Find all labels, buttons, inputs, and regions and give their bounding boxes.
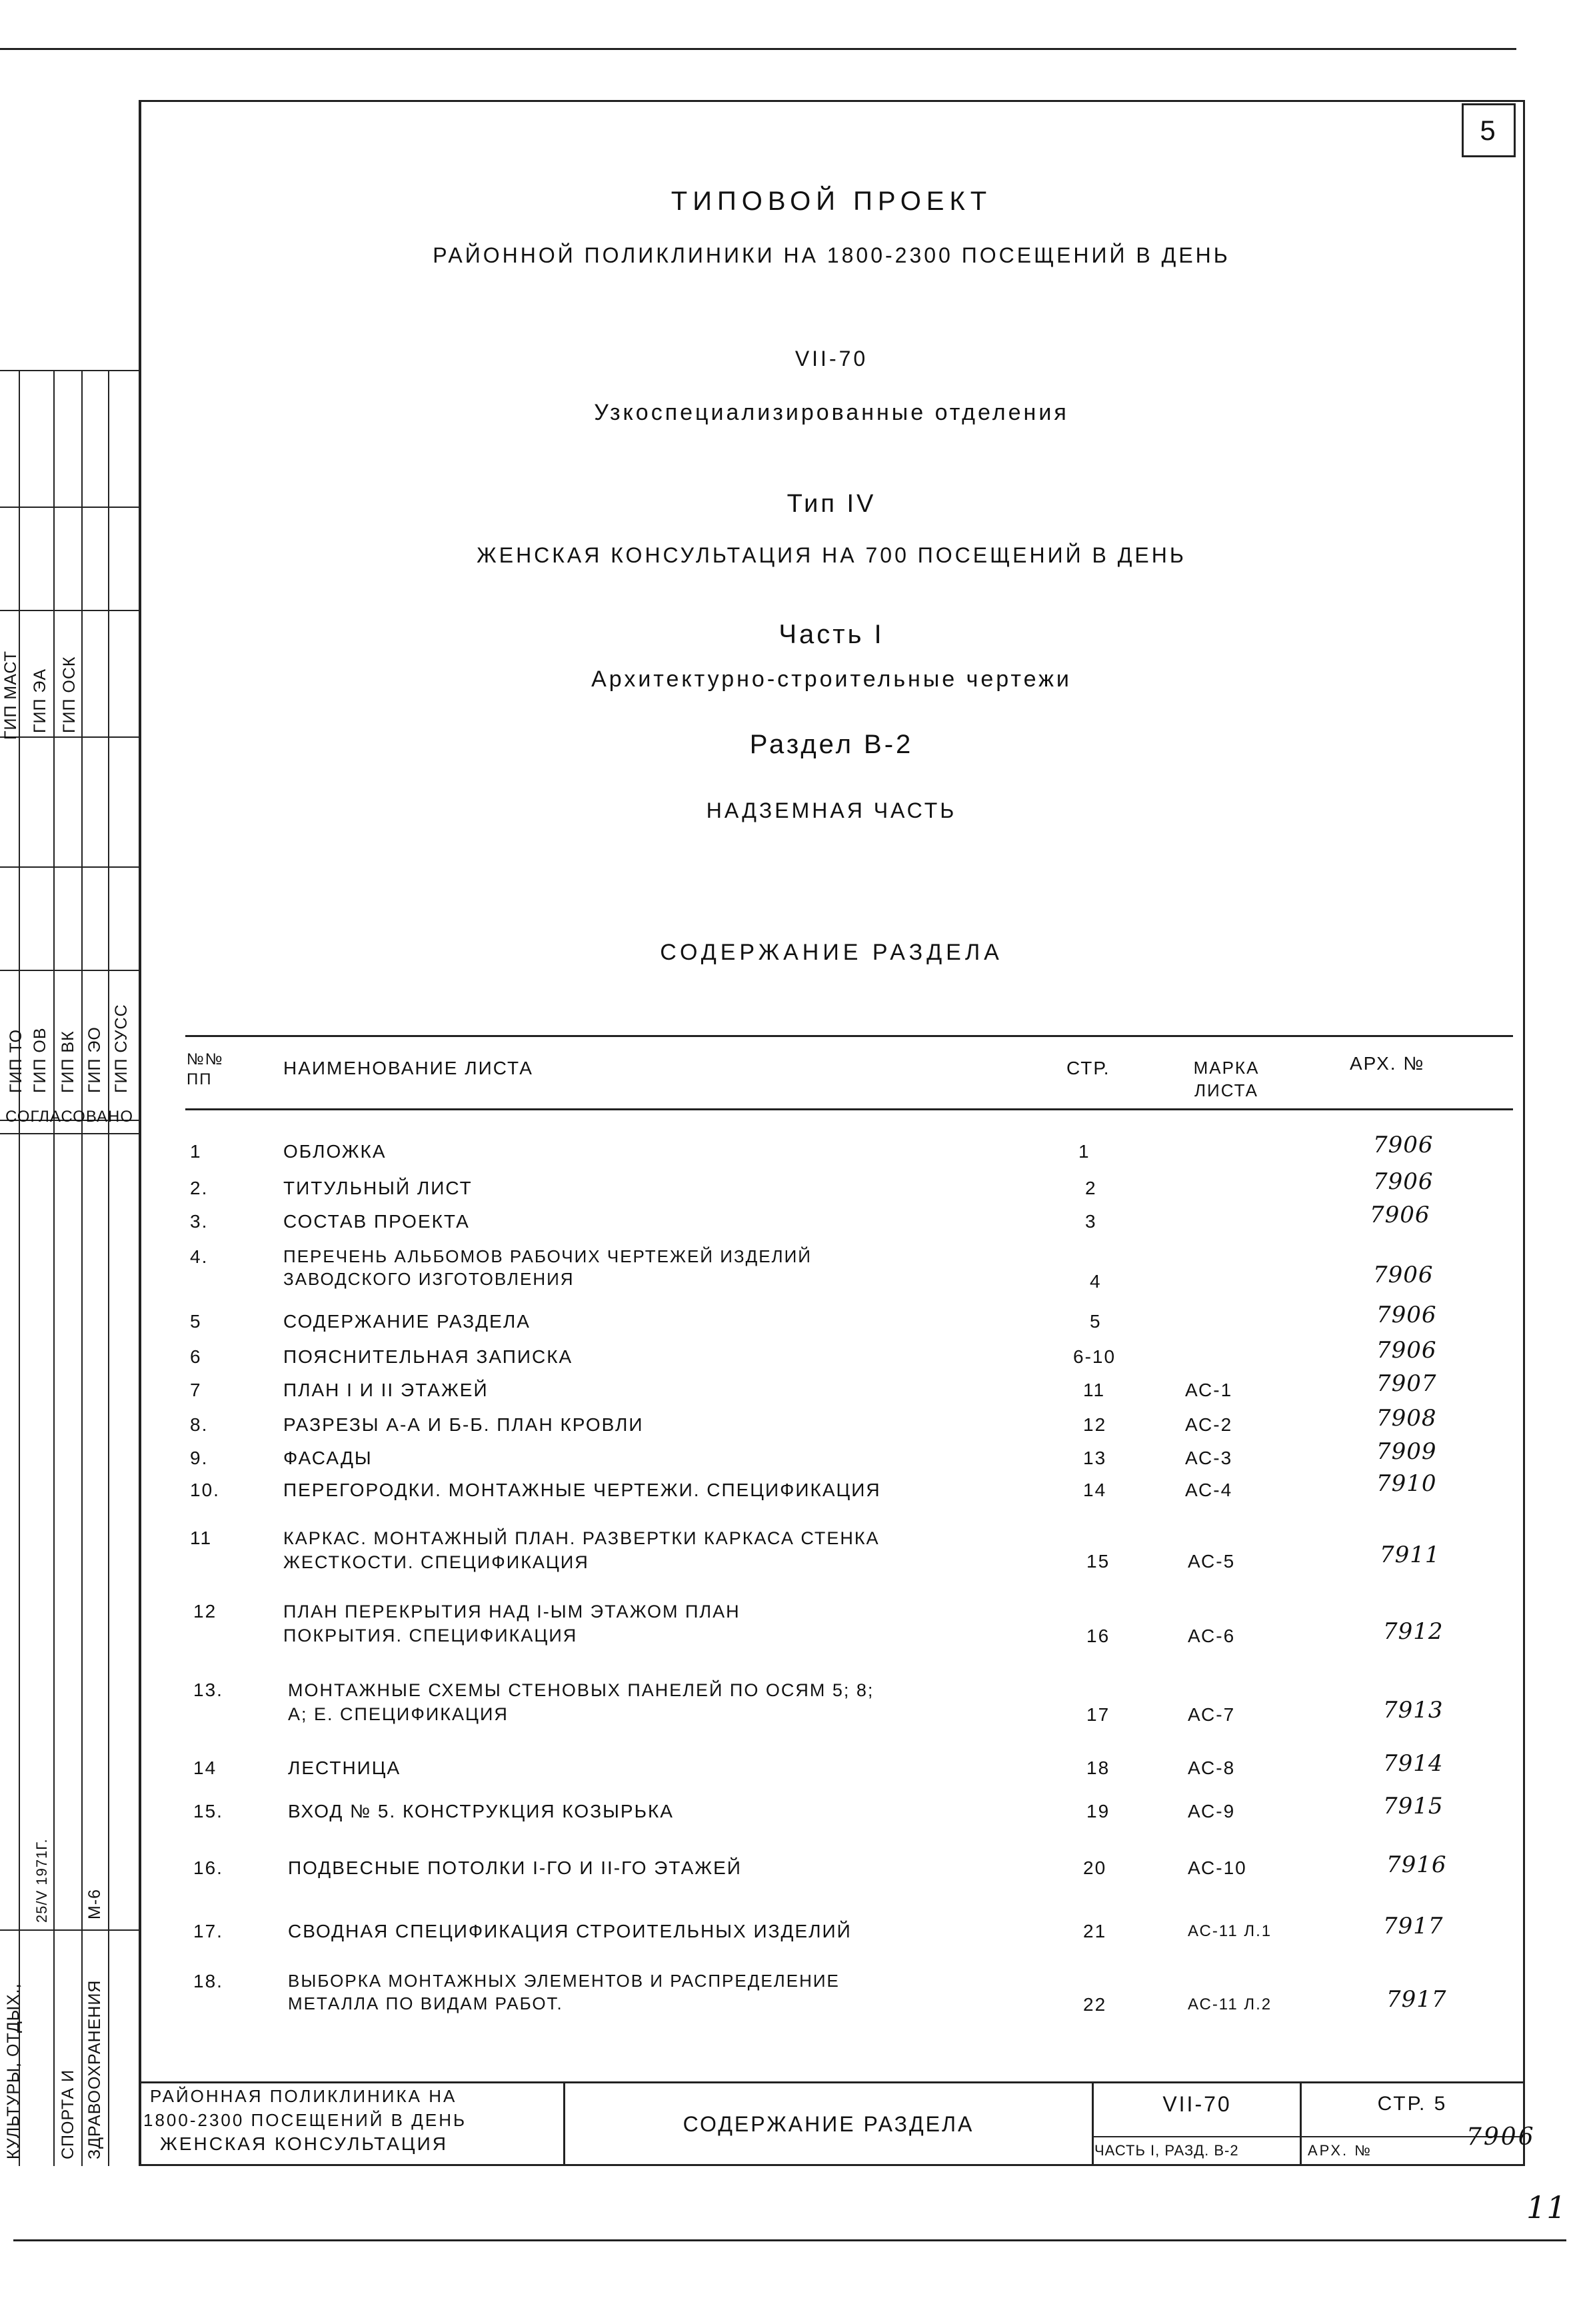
row-10-mark: АС-4 [1185, 1480, 1233, 1500]
tb-sheet-name: СОДЕРЖАНИЕ РАЗДЕЛА [683, 2112, 974, 2136]
stamp-label-gip-eo: ГИП ЭО [85, 1026, 104, 1093]
stamp-row-2 [0, 507, 139, 508]
stamp-org-code: М-6 [85, 1888, 104, 1919]
header-arch: АРХ. № [1350, 1053, 1425, 1074]
row-1-num: 1 [190, 1141, 202, 1162]
stamp-row-9 [0, 1929, 139, 1931]
tb-project-line-2: 1800-2300 ПОСЕЩЕНИЙ В ДЕНЬ [143, 2110, 467, 2130]
stamp-col-1 [19, 370, 20, 2166]
row-11-num: 11 [190, 1528, 213, 1548]
row-10-page: 14 [1083, 1480, 1107, 1500]
row-7-num: 7 [190, 1380, 202, 1400]
titleblock-mid [1092, 2136, 1525, 2137]
row-6-page: 6-10 [1073, 1346, 1116, 1367]
header-num: №№ ПП [187, 1050, 224, 1088]
sheet-number: 5 [1480, 114, 1498, 146]
row-13-name: МОНТАЖНЫЕ СХЕМЫ СТЕНОВЫХ ПАНЕЛЕЙ ПО ОСЯМ 5; 8; А; Е. СПЕЦИФИКАЦИЯ [288, 1680, 874, 1724]
tb-arch-label: АРХ. № [1308, 2142, 1372, 2159]
stamp-org-line-1: КУЛЬТУРЫ, ОТДЫХ., [4, 1983, 23, 2159]
row-6-arch: 7906 [1376, 1337, 1437, 1364]
titleblock-div-3 [1300, 2081, 1302, 2166]
stamp-label-gip-to: ГИП ТО [7, 1028, 25, 1093]
row-4-name: ПЕРЕЧЕНЬ АЛЬБОМОВ РАБОЧИХ ЧЕРТЕЖЕЙ ИЗДЕЛИЙ ЗАВОДСКОГО ИЗГОТОВЛЕНИЯ [283, 1246, 812, 1289]
titleblock-top [139, 2081, 1525, 2083]
row-7-page: 11 [1083, 1380, 1106, 1400]
row-4-arch: 7906 [1373, 1262, 1434, 1288]
row-14-arch: 7914 [1383, 1750, 1444, 1777]
corner-mark: 11 [1526, 2189, 1567, 2225]
tb-code: VII-70 [1162, 2092, 1232, 2116]
part-label: Часть I [779, 620, 884, 649]
row-7-mark: АС-1 [1185, 1380, 1233, 1400]
stamp-label-gip-suss: ГИП СУСС [112, 1004, 131, 1093]
title-line-4: ЖЕНСКАЯ КОНСУЛЬТАЦИЯ НА 700 ПОСЕЩЕНИЙ В ДЕНЬ [477, 543, 1186, 567]
row-11-mark: АС-5 [1188, 1551, 1236, 1572]
row-18-page: 22 [1083, 1994, 1107, 2015]
row-6-num: 6 [190, 1346, 202, 1367]
row-7-name: ПЛАН I И II ЭТАЖЕЙ [283, 1380, 489, 1400]
stamp-org-line-2: СПОРТА И [59, 2069, 77, 2159]
contents-heading: СОДЕРЖАНИЕ РАЗДЕЛА [660, 940, 1003, 965]
row-16-arch: 7916 [1386, 1851, 1447, 1878]
row-5-arch: 7906 [1376, 1302, 1437, 1328]
header-page: СТР. [1066, 1058, 1110, 1078]
frame-right [1523, 100, 1525, 2166]
row-18-name: ВЫБОРКА МОНТАЖНЫХ ЭЛЕМЕНТОВ И РАСПРЕДЕЛЕНИЕ МЕТАЛЛА ПО ВИДАМ РАБОТ. [288, 1971, 840, 2013]
row-8-mark: АС-2 [1185, 1414, 1233, 1435]
table-header-line [185, 1108, 1513, 1110]
row-13-mark: АС-7 [1188, 1704, 1236, 1725]
tb-arch-value: 7906 [1466, 2123, 1536, 2151]
stamp-org-line-3: ЗДРАВООХРАНЕНИЯ [85, 1979, 104, 2159]
row-11-arch: 7911 [1380, 1542, 1440, 1568]
stamp-label-gip-mast: ГИП МАСТ [1, 650, 20, 740]
stamp-label-gip-vk: ГИП ВК [59, 1030, 77, 1093]
row-15-name: ВХОД № 5. КОНСТРУКЦИЯ КОЗЫРЬКА [288, 1801, 674, 1821]
row-9-page: 13 [1083, 1448, 1107, 1468]
tb-project-line-3: ЖЕНСКАЯ КОНСУЛЬТАЦИЯ [160, 2133, 448, 2154]
row-15-num: 15. [193, 1801, 223, 1821]
title-line-6: НАДЗЕМНАЯ ЧАСТЬ [706, 798, 957, 822]
project-code: VII-70 [794, 347, 868, 371]
row-15-mark: АС-9 [1188, 1801, 1236, 1821]
stamp-row-5 [0, 866, 139, 868]
row-2-num: 2. [190, 1178, 209, 1198]
row-1-name: ОБЛОЖКА [283, 1141, 387, 1162]
row-8-page: 12 [1083, 1414, 1107, 1435]
title-line-5: Архитектурно-строительные чертежи [591, 666, 1072, 692]
stamp-label-gip-ea: ГИП ЭА [31, 668, 49, 733]
row-18-mark: АС-11 Л.2 [1188, 1995, 1272, 2013]
title-line-2: РАЙОННОЙ ПОЛИКЛИНИКИ НА 1800-2300 ПОСЕЩЕНИЙ В ДЕНЬ [433, 243, 1230, 267]
row-8-arch: 7908 [1376, 1405, 1437, 1432]
row-5-num: 5 [190, 1311, 202, 1332]
row-12-name: ПЛАН ПЕРЕКРЫТИЯ НАД I-ЫМ ЭТАЖОМ ПЛАН ПОКРЫТИЯ. СПЕЦИФИКАЦИЯ [283, 1602, 741, 1646]
header-name: НАИМЕНОВАНИЕ ЛИСТА [283, 1058, 533, 1078]
row-9-name: ФАСАДЫ [283, 1448, 373, 1468]
stamp-row-4 [0, 736, 139, 738]
row-16-name: ПОДВЕСНЫЕ ПОТОЛКИ I-ГО И II-ГО ЭТАЖЕЙ [288, 1857, 742, 1878]
stamp-label-gip-osk: ГИП ОСК [60, 656, 79, 733]
row-17-mark: АС-11 Л.1 [1188, 1922, 1272, 1940]
stamp-row-1 [0, 370, 139, 371]
row-2-name: ТИТУЛЬНЫЙ ЛИСТ [283, 1178, 473, 1198]
row-18-num: 18. [193, 1971, 223, 1991]
row-13-arch: 7913 [1383, 1697, 1444, 1724]
stamp-row-3 [0, 610, 139, 611]
bottom-border-line [13, 2239, 1566, 2241]
row-11-name: КАРКАС. МОНТАЖНЫЙ ПЛАН. РАЗВЕРТКИ КАРКАСА СТЕНКА ЖЕСТКОСТИ. СПЕЦИФИКАЦИЯ [283, 1528, 880, 1572]
row-14-num: 14 [193, 1757, 217, 1778]
row-13-num: 13. [193, 1680, 223, 1700]
tb-project-line-1: РАЙОННАЯ ПОЛИКЛИНИКА НА [150, 2086, 457, 2106]
row-17-num: 17. [193, 1921, 223, 1941]
tb-page-label: СТР. 5 [1377, 2093, 1448, 2115]
row-17-arch: 7917 [1383, 1913, 1444, 1939]
row-15-page: 19 [1086, 1801, 1110, 1821]
row-1-page: 1 [1078, 1141, 1090, 1162]
row-8-num: 8. [190, 1414, 209, 1435]
stamp-label-gip-ov: ГИП ОВ [31, 1027, 49, 1093]
row-7-arch: 7907 [1376, 1370, 1437, 1397]
row-8-name: РАЗРЕЗЫ А-А И Б-Б. ПЛАН КРОВЛИ [283, 1414, 644, 1435]
frame-bottom [139, 2164, 1525, 2166]
stamp-col-4 [108, 370, 109, 2166]
row-15-arch: 7915 [1383, 1793, 1444, 1819]
row-9-mark: АС-3 [1185, 1448, 1233, 1468]
table-top-line [185, 1035, 1513, 1037]
row-16-page: 20 [1083, 1857, 1107, 1878]
row-3-page: 3 [1085, 1211, 1097, 1232]
row-16-num: 16. [193, 1857, 223, 1878]
stamp-col-3 [81, 370, 83, 2166]
tb-part: ЧАСТЬ I, РАЗД. В-2 [1094, 2142, 1239, 2159]
row-2-page: 2 [1085, 1178, 1097, 1198]
row-9-num: 9. [190, 1448, 209, 1468]
row-10-arch: 7910 [1376, 1470, 1437, 1497]
row-1-arch: 7906 [1373, 1132, 1434, 1158]
row-17-name: СВОДНАЯ СПЕЦИФИКАЦИЯ СТРОИТЕЛЬНЫХ ИЗДЕЛИЙ [288, 1921, 852, 1941]
row-3-name: СОСТАВ ПРОЕКТА [283, 1211, 470, 1232]
title-area [140, 0, 1523, 1000]
stamp-col-2 [53, 370, 55, 2166]
title-line-3: Узкоспециализированные отделения [594, 400, 1069, 425]
titleblock-div-2 [1092, 2081, 1094, 2166]
row-14-name: ЛЕСТНИЦА [288, 1757, 401, 1778]
row-10-name: ПЕРЕГОРОДКИ. МОНТАЖНЫЕ ЧЕРТЕЖИ. СПЕЦИФИКАЦИЯ [283, 1480, 881, 1500]
row-5-page: 5 [1090, 1311, 1102, 1332]
type-label: Тип IV [786, 490, 876, 518]
row-12-mark: АС-6 [1188, 1626, 1236, 1646]
header-mark: МАРКА ЛИСТА [1193, 1058, 1260, 1100]
row-12-page: 16 [1086, 1626, 1110, 1646]
row-3-num: 3. [190, 1211, 209, 1232]
stamp-date: 25/V 1971Г. [33, 1838, 50, 1923]
row-12-arch: 7912 [1383, 1618, 1444, 1645]
row-12-num: 12 [193, 1601, 217, 1622]
row-10-num: 10. [190, 1480, 220, 1500]
row-16-mark: АС-10 [1188, 1857, 1247, 1878]
row-4-page: 4 [1090, 1271, 1102, 1292]
row-3-arch: 7906 [1370, 1202, 1430, 1228]
row-4-num: 4. [190, 1246, 209, 1267]
row-9-arch: 7909 [1376, 1438, 1437, 1465]
row-13-page: 17 [1086, 1704, 1110, 1725]
row-14-mark: АС-8 [1188, 1757, 1236, 1778]
section-label: Раздел В-2 [749, 730, 914, 759]
row-11-page: 15 [1086, 1551, 1110, 1572]
row-5-name: СОДЕРЖАНИЕ РАЗДЕЛА [283, 1311, 531, 1332]
row-2-arch: 7906 [1373, 1168, 1434, 1195]
title-line-1: ТИПОВОЙ ПРОЕКТ [671, 187, 992, 216]
stamp-agreed: СОГЛАСОВАНО [5, 1108, 134, 1126]
row-6-name: ПОЯСНИТЕЛЬНАЯ ЗАПИСКА [283, 1346, 573, 1367]
stamp-row-8 [0, 1133, 139, 1134]
row-14-page: 18 [1086, 1757, 1110, 1778]
row-17-page: 21 [1083, 1921, 1107, 1941]
stamp-row-6 [0, 970, 139, 971]
row-18-arch: 7917 [1386, 1986, 1447, 2013]
